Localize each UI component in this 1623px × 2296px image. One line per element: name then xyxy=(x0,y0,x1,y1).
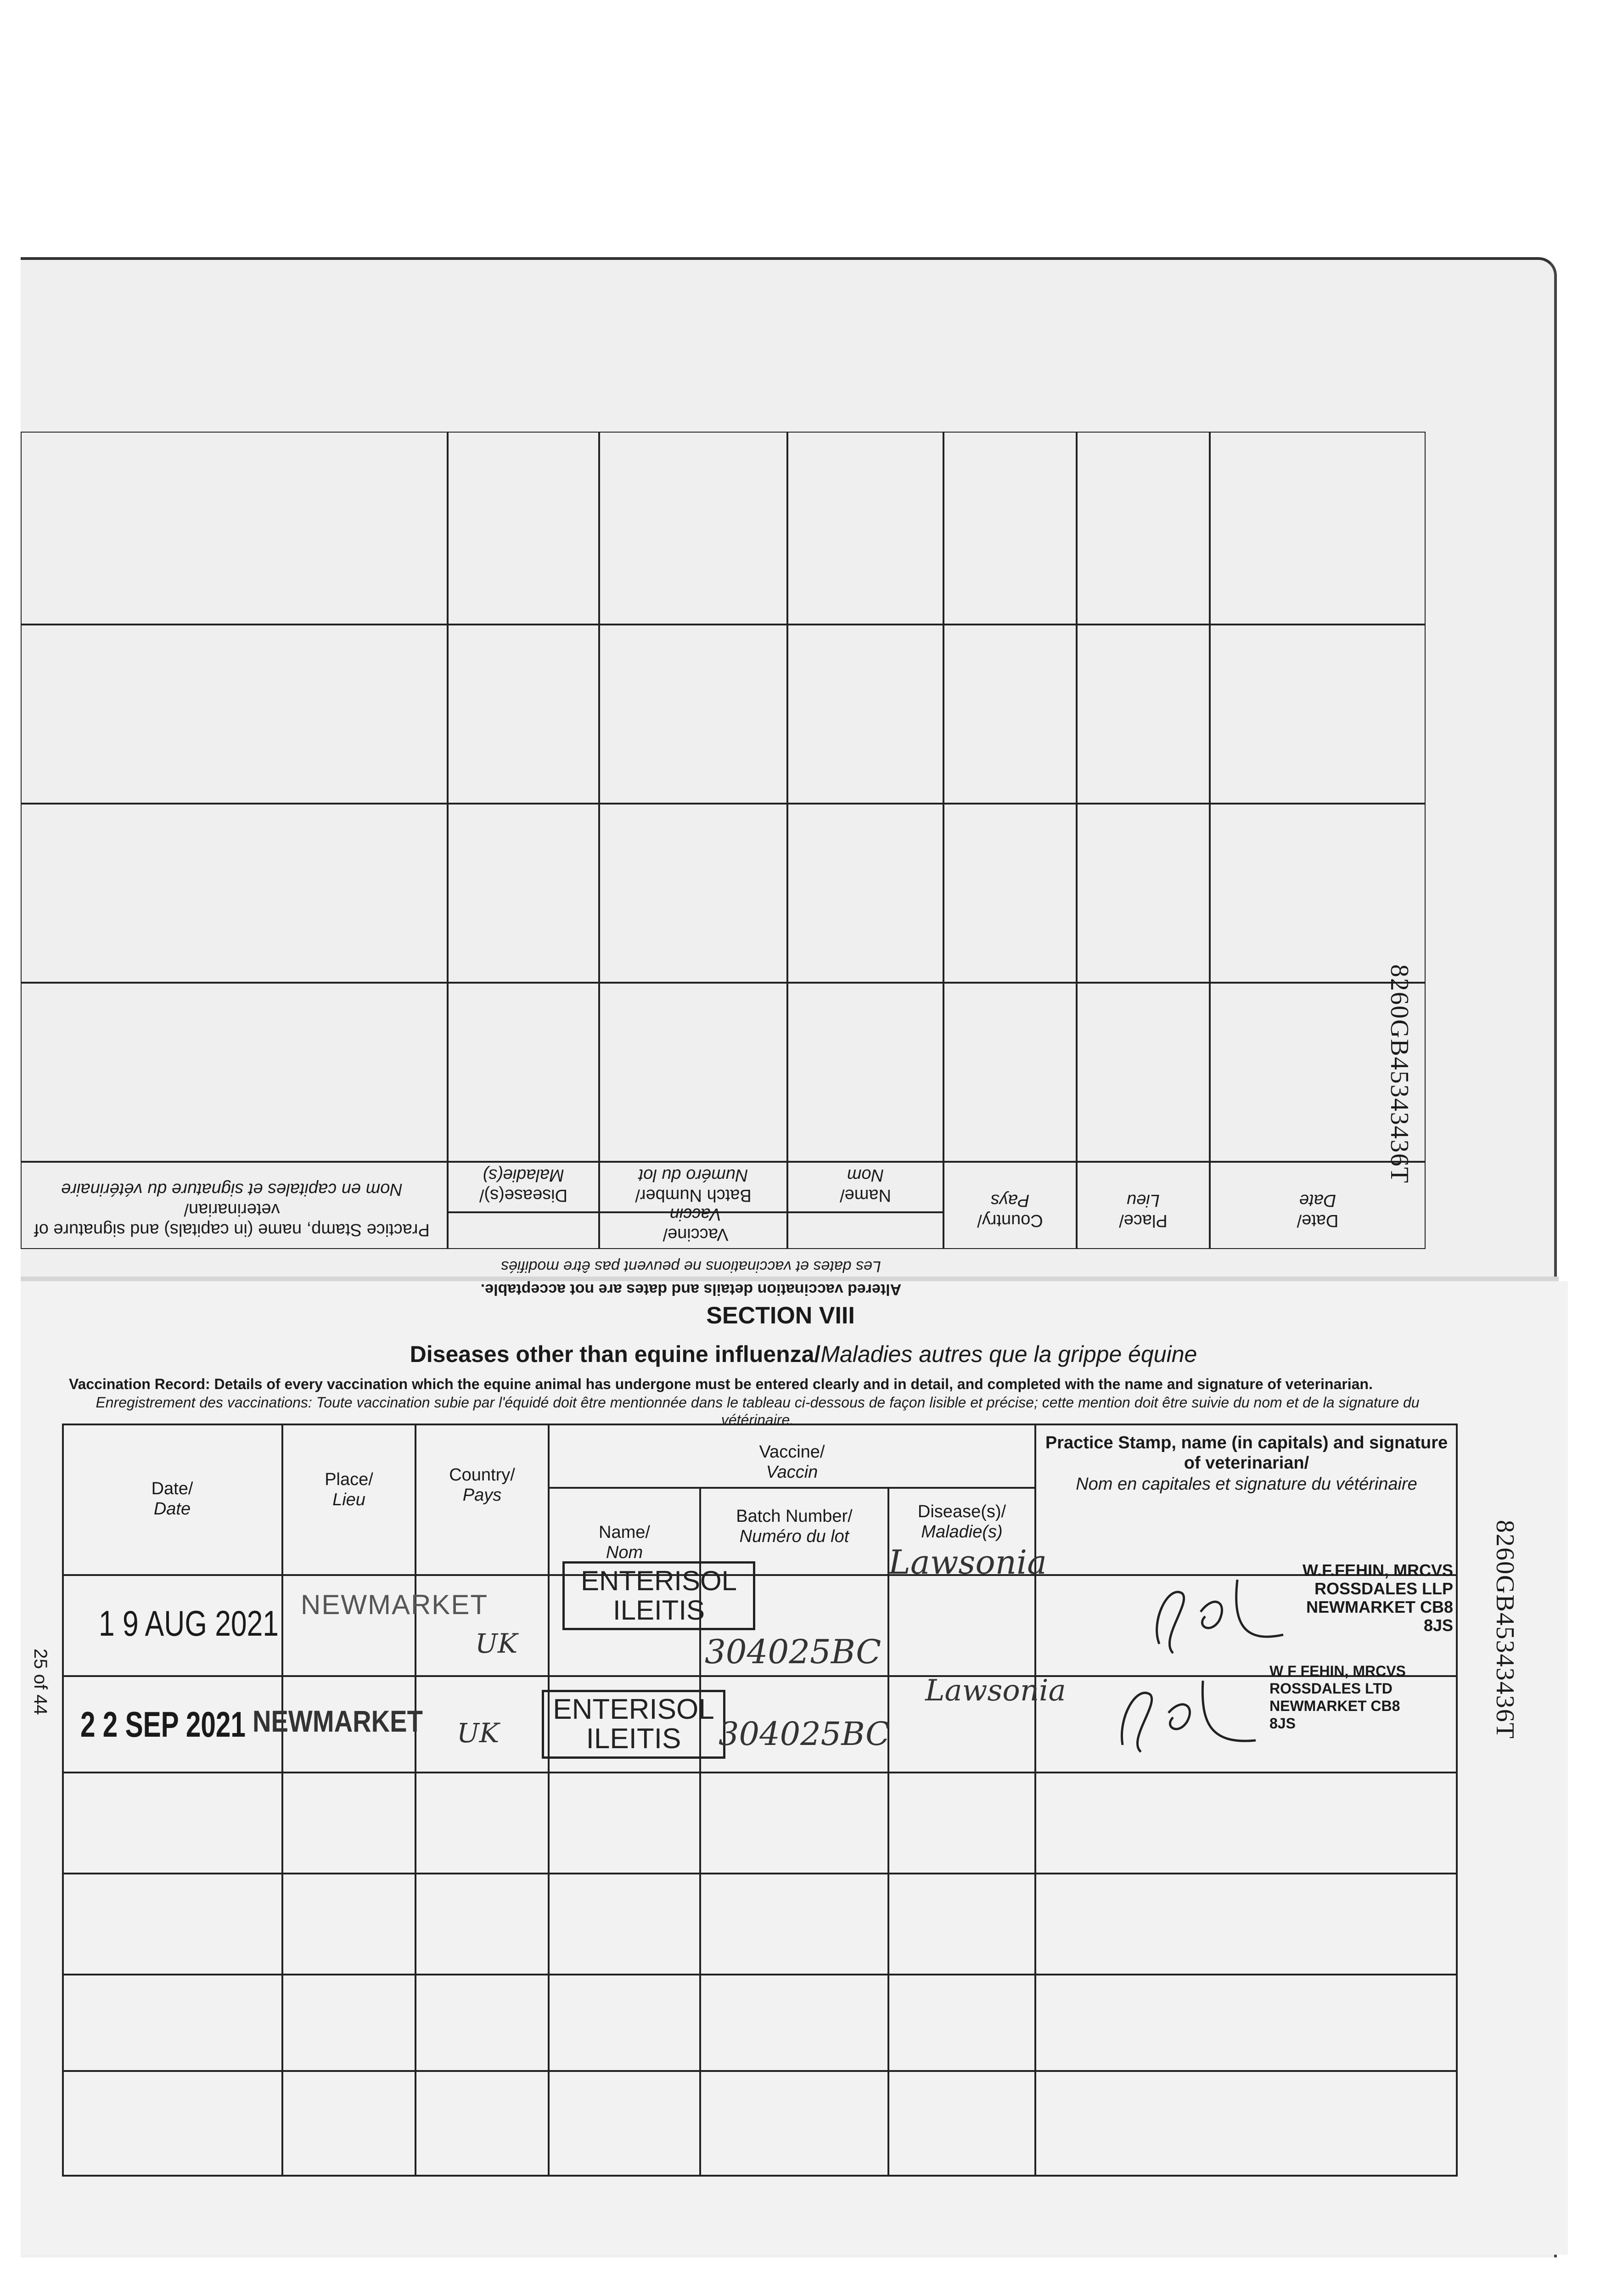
upper-vaccination-table xyxy=(21,432,1426,1298)
header-stamp: Practice Stamp, name (in capitals) and signature of veterinarian/ xyxy=(1045,1433,1448,1473)
header-disease: Disease(s)/ Maladie(s) xyxy=(917,1502,1006,1542)
upper-header-stamp: Practice Stamp, name (in capitals) and signature of veterinarian/ Nom en capitales et signature du vétérinaire xyxy=(34,1180,430,1239)
row1-signature xyxy=(1132,1566,1297,1667)
section-intro-fr: Enregistrement des vaccinations: Toute vaccination subie par l'équidé doit être mentionnée dans le tableau ci-dessous de façon lisible et précise; cette mention doit être suivie du nom et de la signature du vétérinaire. xyxy=(95,1394,1420,1428)
header-stamp-fr: Nom en capitales et signature du vétérinaire xyxy=(1076,1474,1417,1494)
row2-date: 2 2 SEP 2021 xyxy=(80,1704,246,1745)
vaccination-table xyxy=(62,1424,1458,2177)
header-place: Place/ Lieu xyxy=(325,1470,373,1509)
upper-header-batch: Batch Number/ Numéro du lot xyxy=(635,1165,752,1205)
row2-batch: 304025BC xyxy=(719,1715,890,1753)
upper-header-place: Place/ Lieu xyxy=(1119,1191,1168,1230)
header-date: Date/ Date xyxy=(151,1479,193,1519)
passport-number-upper: 8260GB45343436T xyxy=(1385,964,1414,1184)
section-subtitle: Diseases other than equine influenza/Maladies autres que la grippe équine xyxy=(410,1341,1197,1367)
page-number: 25 of 44 xyxy=(30,1649,51,1715)
upper-header-vaccine: Vaccine/ Vaccin xyxy=(663,1204,729,1244)
upper-header-name: Name/ Nom xyxy=(840,1165,891,1205)
row2-vet-stamp: W F FEHIN, MRCVS ROSSDALES LTD NEWMARKET CB8 8JS xyxy=(1269,1663,1406,1732)
upper-notice-en: Altered vaccination details and dates are not acceptable. xyxy=(480,1281,902,1298)
row1-batch: 304025BC xyxy=(705,1632,882,1671)
row2-signature xyxy=(1104,1671,1269,1763)
header-vaccine: Vaccine/ Vaccin xyxy=(759,1442,825,1482)
header-country: Country/ Pays xyxy=(449,1465,515,1505)
row2-country: UK xyxy=(457,1717,500,1749)
section-title: SECTION VIII xyxy=(706,1302,855,1329)
upper-header-date: Date/ Date xyxy=(1297,1191,1339,1230)
upper-notice-fr: Les dates et vaccinations ne peuvent pas être modifiés xyxy=(501,1258,881,1275)
row2-place: NEWMARKET xyxy=(253,1704,423,1738)
upper-header-country: Country/ Pays xyxy=(977,1191,1043,1230)
passport-number-lower: 8260GB45343436T xyxy=(1491,1520,1519,1739)
row1-date: 1 9 AUG 2021 xyxy=(99,1603,279,1643)
section-intro-en: Vaccination Record: Details of every vaccination which the equine animal has undergone must be entered clearly and in detail, and completed with the name and signature of veterinarian. xyxy=(69,1376,1373,1392)
row1-country: UK xyxy=(475,1628,518,1659)
row1-place: NEWMARKET xyxy=(301,1589,488,1620)
row2-disease: Lawsonia xyxy=(925,1674,1066,1708)
header-batch: Batch Number/ Numéro du lot xyxy=(736,1507,853,1546)
row2-vaccine-stamp: ENTERISOL ILEITIS xyxy=(542,1690,725,1759)
row1-vaccine-stamp: ENTERISOL ILEITIS xyxy=(562,1561,755,1630)
row1-disease: Lawsonia xyxy=(888,1543,1047,1581)
header-name: Name/ Nom xyxy=(599,1523,650,1562)
upper-header-disease: Disease(s)/ Maladie(s) xyxy=(479,1165,568,1205)
row1-vet-stamp: W.F.FEHIN, MRCVS ROSSDALES LLP NEWMARKET CB8 8JS xyxy=(1302,1561,1453,1635)
